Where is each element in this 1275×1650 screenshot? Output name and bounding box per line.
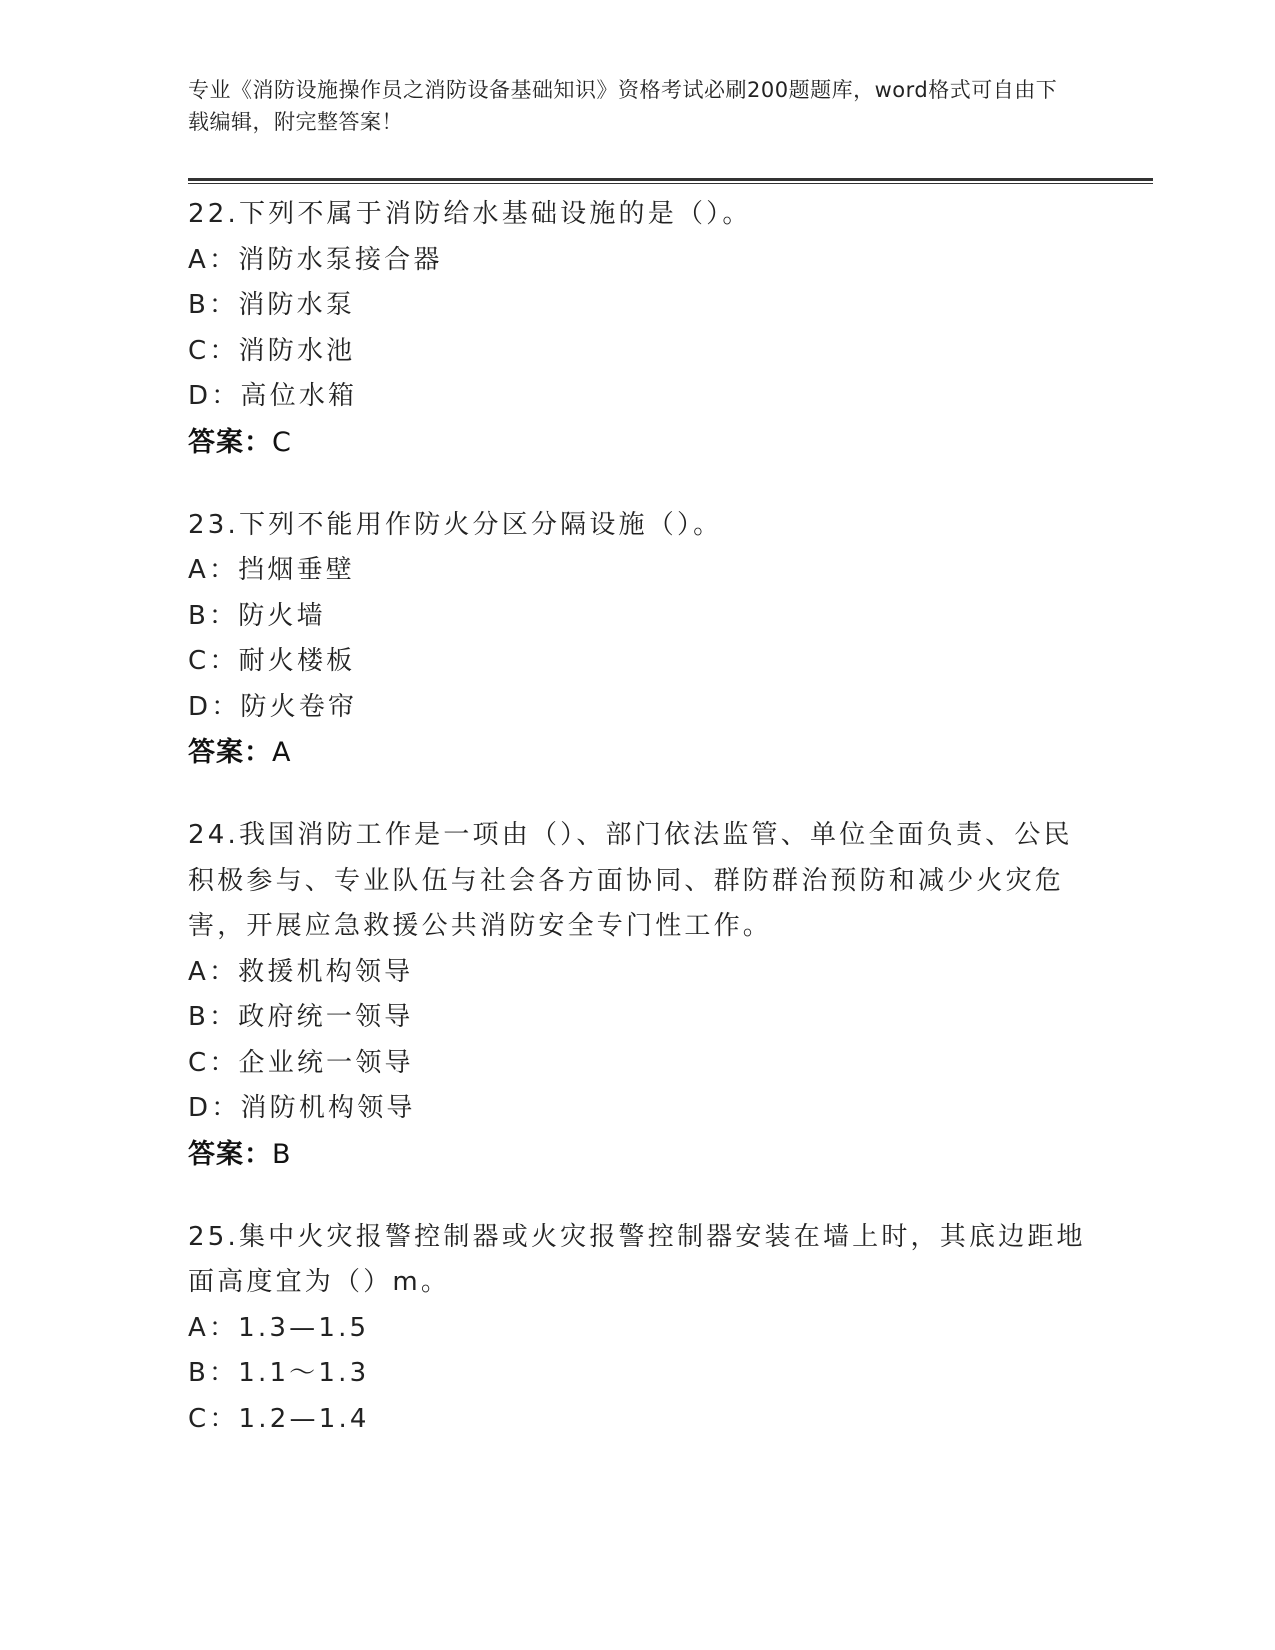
question-block: [188, 503, 1088, 777]
answer-option: D：高位水箱: [188, 381, 358, 411]
answer-option: D：防火卷帘: [188, 691, 358, 722]
answer-line: [188, 420, 1088, 466]
answer-option: A：消防水泵接合器: [188, 244, 443, 275]
answer-option: C：企业统一领导: [188, 1047, 414, 1078]
question-stem: 24.我国消防工作是一项由（）、部门依法监管、单位全面负责、公民积极参与、专业队伍与社会各方面协同、群防群治预防和减少火灾危害，开展应急救援公共消防安全专门性工作。: [188, 820, 1073, 941]
answer-line: [188, 1132, 1088, 1178]
answer-value: B: [272, 1138, 292, 1170]
question-block: [188, 813, 1088, 1178]
answer-option: A：救援机构领导: [188, 956, 414, 987]
question-block: [188, 1215, 1088, 1443]
answer-option: B：消防水泵: [188, 290, 356, 320]
answer-value: A: [272, 737, 292, 768]
question-stem: 23.下列不能用作防火分区分隔设施（）。: [188, 509, 723, 540]
answer-label: 答案：: [188, 426, 272, 458]
answer-line: [188, 730, 1088, 776]
answer-option: C：1.2—1.4: [188, 1403, 370, 1434]
header-divider-thin: [188, 183, 1153, 184]
answer-value: C: [272, 426, 292, 458]
answer-option: C：消防水池: [188, 335, 356, 366]
answer-option: B：政府统一领导: [188, 1002, 414, 1032]
answer-label: 答案：: [188, 737, 272, 768]
answer-option: B：1.1～1.3: [188, 1358, 370, 1388]
answer-option: A：1.3—1.5: [188, 1312, 370, 1343]
question-block: [188, 192, 1088, 466]
answer-option: D：消防机构领导: [188, 1093, 416, 1123]
answer-label: 答案：: [188, 1138, 272, 1170]
answer-option: A：挡烟垂壁: [188, 555, 355, 585]
answer-option: C：耐火楼板: [188, 646, 356, 676]
question-stem: 25.集中火灾报警控制器或火灾报警控制器安装在墙上时，其底边距地面高度宜为（）m。: [188, 1221, 1086, 1297]
answer-option: B：防火墙: [188, 600, 326, 631]
header-divider-thick: [188, 178, 1153, 181]
question-stem: 22.下列不属于消防给水基础设施的是（）。: [188, 199, 752, 229]
document-header: 专业《消防设施操作员之消防设备基础知识》资格考试必刷200题题库，word格式可自由下载编辑，附完整答案！: [188, 78, 1058, 134]
question-list: [188, 192, 1088, 1479]
